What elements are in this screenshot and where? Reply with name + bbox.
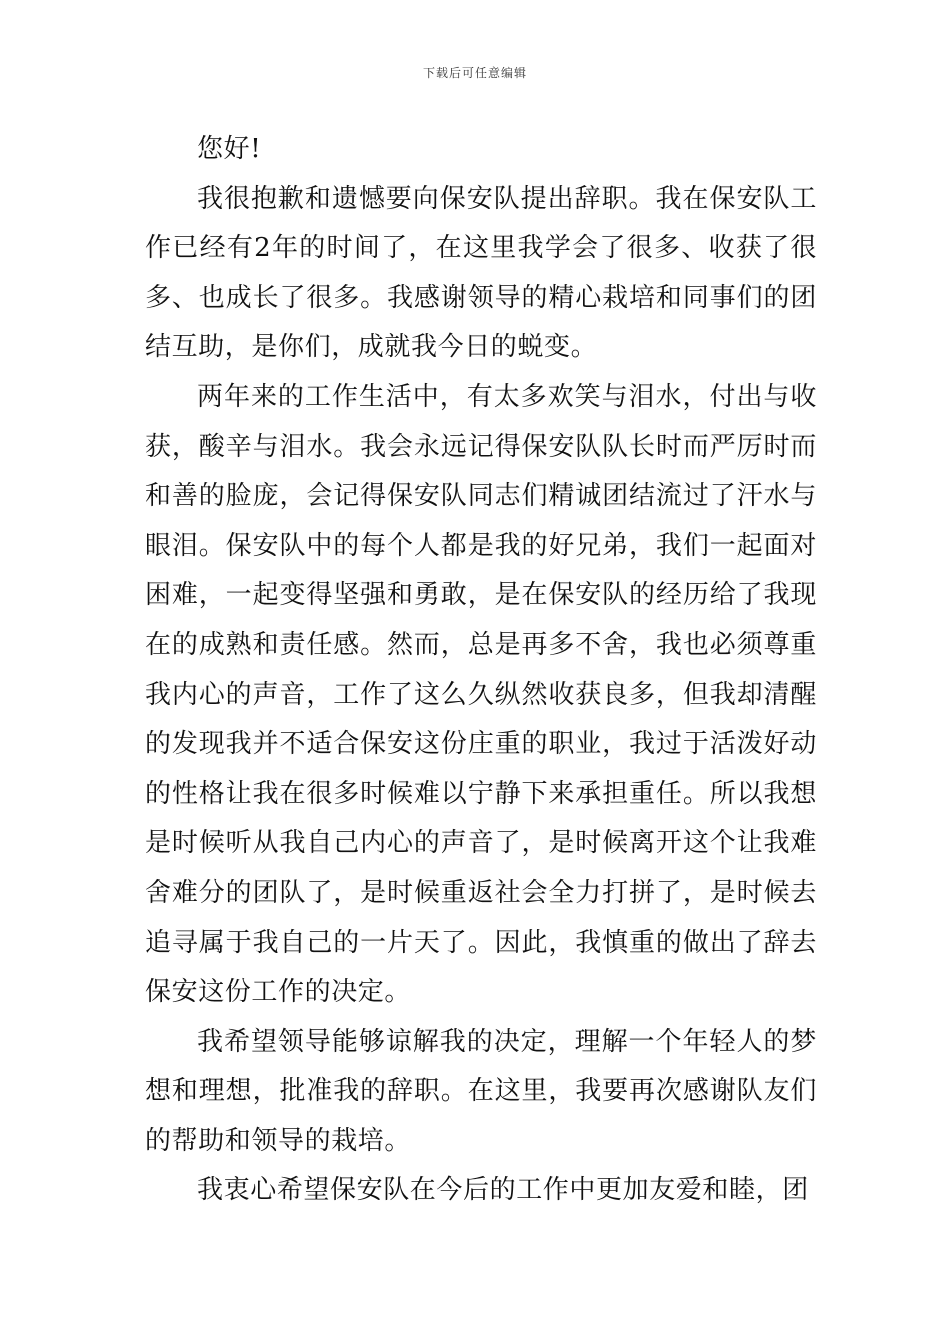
paragraph-closing-wish: 我衷心希望保安队在今后的工作中更加友爱和睦，团	[197, 1175, 809, 1206]
greeting: 您好!	[197, 134, 262, 164]
paragraph-request: 我希望领导能够谅解我的决定，理解一个年轻人的梦想和理想，批准我的辞职。在这里，我要再次感谢队友们的帮助和领导的栽培。	[145, 1026, 817, 1156]
page-header-note: 下载后可任意编辑	[422, 66, 527, 80]
paragraph-reflection: 两年来的工作生活中，有太多欢笑与泪水，付出与收获，酸辛与泪水。我会永远记得保安队队长时而严厉时而和善的脸庞，会记得保安队同志们精诚团结流过了汗水与眼泪。保安队中的每个人都是我的好兄弟，我们一起面对困难，一起变得坚强和勇敢，是在保安队的经历给了我现在的成熟和责任感。然而，总是再多不舍，我也必须尊重我内心的声音，工作了这么久纵然收获良多，但我却清醒的发现我并不适合保安这份庄重的职业，我过于活泼好动的性格让我在很多时候难以宁静下来承担重任。所以我想是时候听从我自己内心的声音了，是时候离开这个让我难舍难分的团队了，是时候重返社会全力打拼了，是时候去追寻属于我自己的一片天了。因此，我慎重的做出了辞去保安这份工作的决定。	[145, 381, 817, 1008]
paragraph-resignation-intro: 我很抱歉和遗憾要向保安队提出辞职。我在保安队工作已经有2年的时间了，在这里我学会了很多、收获了很多、也成长了很多。我感谢领导的精心栽培和同事们的团结互助，是你们，成就我今日的蜕变。	[145, 183, 817, 363]
letter-body	[145, 125, 817, 1216]
